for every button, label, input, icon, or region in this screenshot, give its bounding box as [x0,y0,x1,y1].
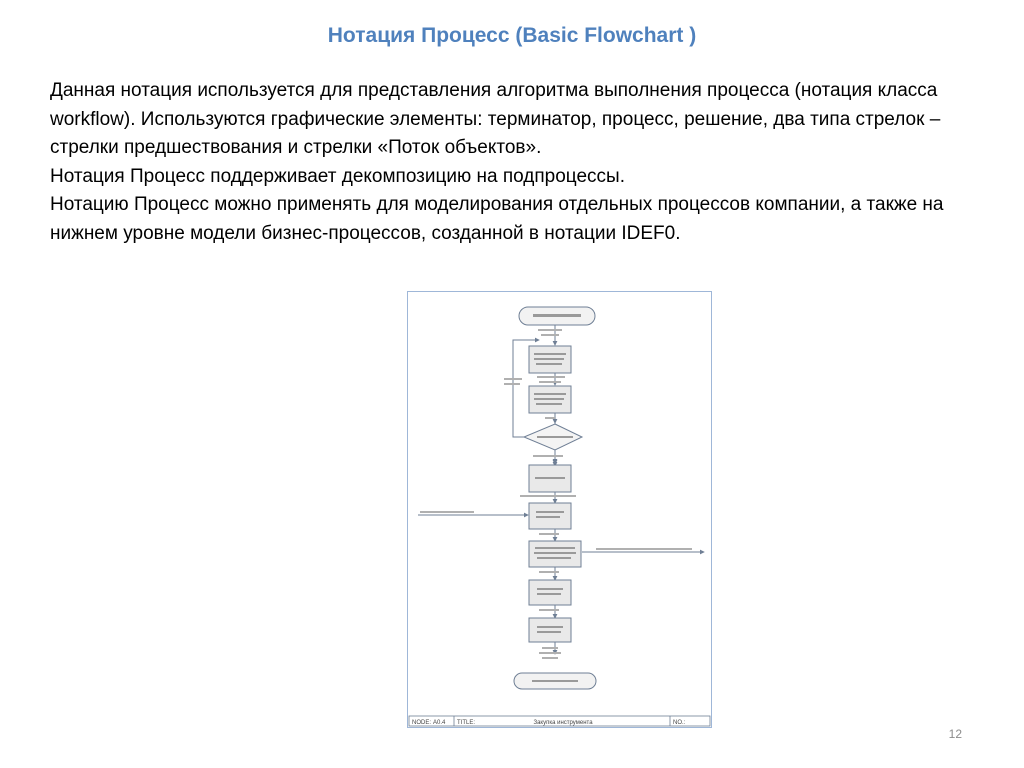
slide-number: 12 [948,727,962,741]
shape-text-mark [533,314,581,317]
label-after-process-7 [539,647,561,659]
frame-caption: Закупка инструмента [533,720,593,726]
process-box-1 [529,346,571,373]
label-after-process-3 [520,495,576,497]
paragraph-decomposition: Нотация Процесс поддерживает декомпозицию на подпроцессы. [50,165,625,187]
frame-title-label: TITLE: [457,720,476,726]
process-box-7 [529,618,571,642]
paragraph-application: Нотацию Процесс можно применять для моделирования отдельных процессов компании, а также на нижнем уровне модели бизнес-процессов, созданной в нотации IDEF0. [50,194,944,244]
flowchart-diagram [408,292,711,727]
diagram-frame-strip [409,716,710,726]
process-box-3 [529,465,571,492]
label-after-process-2 [545,417,555,419]
process-box-5 [529,541,581,567]
process-box-2 [529,386,571,413]
output-label-right [596,548,692,550]
label-after-process-1 [537,376,565,383]
process-box-4 [529,503,571,529]
frame-no-label: NO.: [673,720,686,726]
label-before-process-1 [538,329,562,336]
terminator-start [519,307,595,325]
flowchart-figure [407,291,712,728]
process-box-6 [529,580,571,605]
label-after-process-5 [539,571,559,573]
slide-title: Нотация Процесс (Basic Flowchart ) [327,24,697,47]
label-after-process-4 [539,533,559,535]
frame-node-label: NODE: [412,720,432,726]
label-after-process-6 [539,609,559,611]
label-after-decision [533,455,563,457]
terminator-end [514,673,596,689]
decision-diamond [524,424,582,450]
paragraph-notation-description: Данная нотация используется для представления алгоритма выполнения процесса (нотация класса workflow). Используются графические элементы: терминатор, процесс, решение, два типа стрелок – стрелки предшествования и стрелки «Поток объектов». [50,80,941,158]
input-label-left [420,511,474,513]
slide-body [50,77,980,248]
frame-node-value: А0.4 [433,720,446,726]
